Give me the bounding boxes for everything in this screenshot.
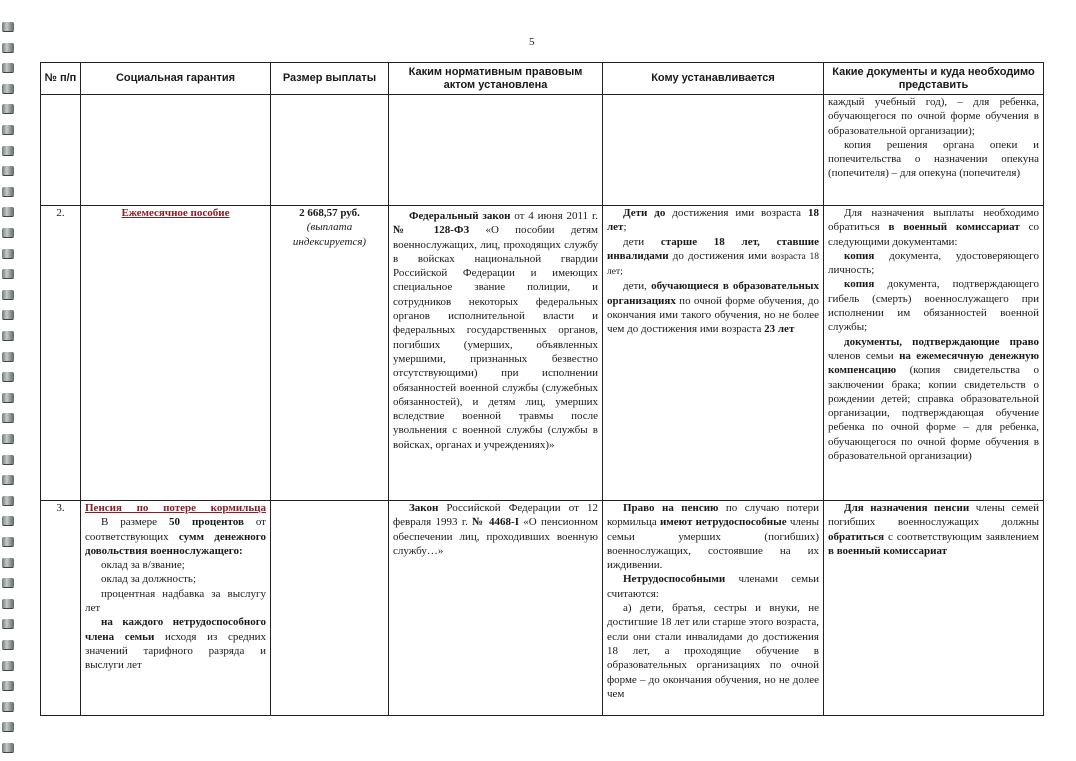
act-cell: Закон Российской Федерации от 12 февраля 1993 г. № 4468-I «О пенсионном обеспечении лиц, проходивших военную службу…» (389, 501, 603, 716)
documents-cell: каждый учебный год), – для ребенка, обучающегося по очной форме обучения в образовательной организации); копия решения органа опеки и попечительства о назначении опекуна (попечителя) – для опекуна (попечителя) (824, 95, 1044, 206)
binding-ring (2, 104, 14, 113)
binding-ring (2, 125, 14, 134)
binding-ring (2, 228, 14, 237)
binding-ring (2, 413, 14, 422)
binding-ring (2, 722, 14, 731)
header-amount: Размер выплаты (271, 63, 389, 95)
binding-ring (2, 269, 14, 278)
binding-ring (2, 455, 14, 464)
table-row (41, 95, 1044, 206)
page-number: 5 (529, 36, 535, 48)
header-documents: Какие документы и куда необходимо представить (824, 63, 1044, 95)
act-cell: Федеральный закон от 4 июня 2011 г. № 128-ФЗ «О пособии детям военнослужащих, лиц, проходящих службу в войсках национальной гвардии Российской Федерации и имеющих специальное звание полиции, и сотрудников некоторых федеральных органов исполнительной власти и федеральных государственных органов, погибших (умерших, объявленных умершими, признанных безвестно отсутствующими) при исполнении обязанностей военной службы (служебных обязанностей), и детям лиц, умерших вследствие военной травмы после увольнения с военной службы (службы в войсках, органах и учреждениях)» (389, 206, 603, 501)
binding-ring (2, 640, 14, 649)
binding-ring (2, 146, 14, 155)
binding-ring (2, 84, 14, 93)
binding-ring (2, 434, 14, 443)
binding-ring (2, 496, 14, 505)
binding-ring (2, 166, 14, 175)
who-cell: Дети до достижения ими возраста 18 лет; дети старше 18 лет, ставшие инвалидами до достижения ими возраста 18 лет; дети, обучающиеся в образовательных организациях по очной форме обучения, до окончания ими такого обучения, но не более чем до достижения ими возраста 23 лет (603, 206, 824, 501)
binding-ring (2, 22, 14, 31)
binding-ring (2, 475, 14, 484)
binding-ring (2, 743, 14, 752)
binding-ring (2, 310, 14, 319)
header-number: № п/п (41, 63, 81, 95)
amount-note: (выплата индексируется) (292, 221, 367, 248)
binding-ring (2, 43, 14, 52)
benefits-table (40, 62, 1044, 716)
guarantee-cell (81, 206, 271, 501)
header-guarantee: Социальная гарантия (81, 63, 271, 95)
amount-value: 2 668,57 руб. (299, 207, 360, 219)
binding-ring (2, 63, 14, 72)
table-header-row (41, 63, 1044, 95)
binding-ring (2, 207, 14, 216)
binding-ring (2, 661, 14, 670)
who-cell: Право на пенсию по случаю потери кормильца имеют нетрудоспособные члены семьи умерших (погибших) военнослужащих, состоявшие на их иждивении. Нетрудоспособными членами семьи считаются: а) дети, братья, сестры и внуки, не достигшие 18 лет или старше этого возраста, если они стали инвалидами до достижения 18 лет, а проходящие обучение в образовательных организациях по очной форме – до окончания обучения, но не долее чем (603, 501, 824, 716)
binding-ring (2, 372, 14, 381)
documents-cell: Для назначения пенсии члены семей погибших военнослужащих должны обратиться с соответствующим заявлением в военный комиссариат (824, 501, 1044, 716)
binding-ring (2, 393, 14, 402)
binding-ring (2, 537, 14, 546)
binding-ring (2, 290, 14, 299)
guarantee-link[interactable]: Ежемесячное пособие (121, 207, 230, 219)
row-number: 3. (41, 501, 81, 716)
binding-ring (2, 619, 14, 628)
guarantee-cell: Пенсия по потере кормильца В размере 50 процентов от соответствующих сумм денежного довольствия военнослужащего: оклад за в/звание; оклад за должность; процентная надбавка за выслугу лет на каждого нетрудоспособного члена семьи исходя из средних значений тарифного разряда и выслуги лет (81, 501, 271, 716)
table-row (41, 501, 1044, 716)
binding-ring (2, 702, 14, 711)
header-who: Кому устанавливается (603, 63, 824, 95)
header-act: Каким нормативным правовым актом установлена (389, 63, 603, 95)
binding-ring (2, 331, 14, 340)
binding-ring (2, 352, 14, 361)
binding-ring (2, 558, 14, 567)
documents-cell: Для назначения выплаты необходимо обратиться в военный комиссариат со следующими документами: копия документа, удостоверяющего личность; копия документа, подтверждающего гибель (смерть) военнослужащего при исполнении им обязанностей военной службы; документы, подтверждающие право членов семьи на ежемесячную денежную компенсацию (копия свидетельства о заключении брака; копии свидетельств о рождении детей; справка образовательной организации, подтверждающая обучение ребенка по очной форме – для ребенка, обучающегося по очной форме обучения в образовательной организации) (824, 206, 1044, 501)
binding-ring (2, 516, 14, 525)
binding-ring (2, 681, 14, 690)
binding-ring (2, 599, 14, 608)
table-row (41, 206, 1044, 501)
binding-ring (2, 249, 14, 258)
binding-ring (2, 187, 14, 196)
amount-cell (271, 206, 389, 501)
spiral-binding (2, 0, 18, 761)
row-number: 2. (41, 206, 81, 501)
guarantee-link[interactable]: Пенсия по потере кормильца (85, 502, 266, 514)
binding-ring (2, 578, 14, 587)
